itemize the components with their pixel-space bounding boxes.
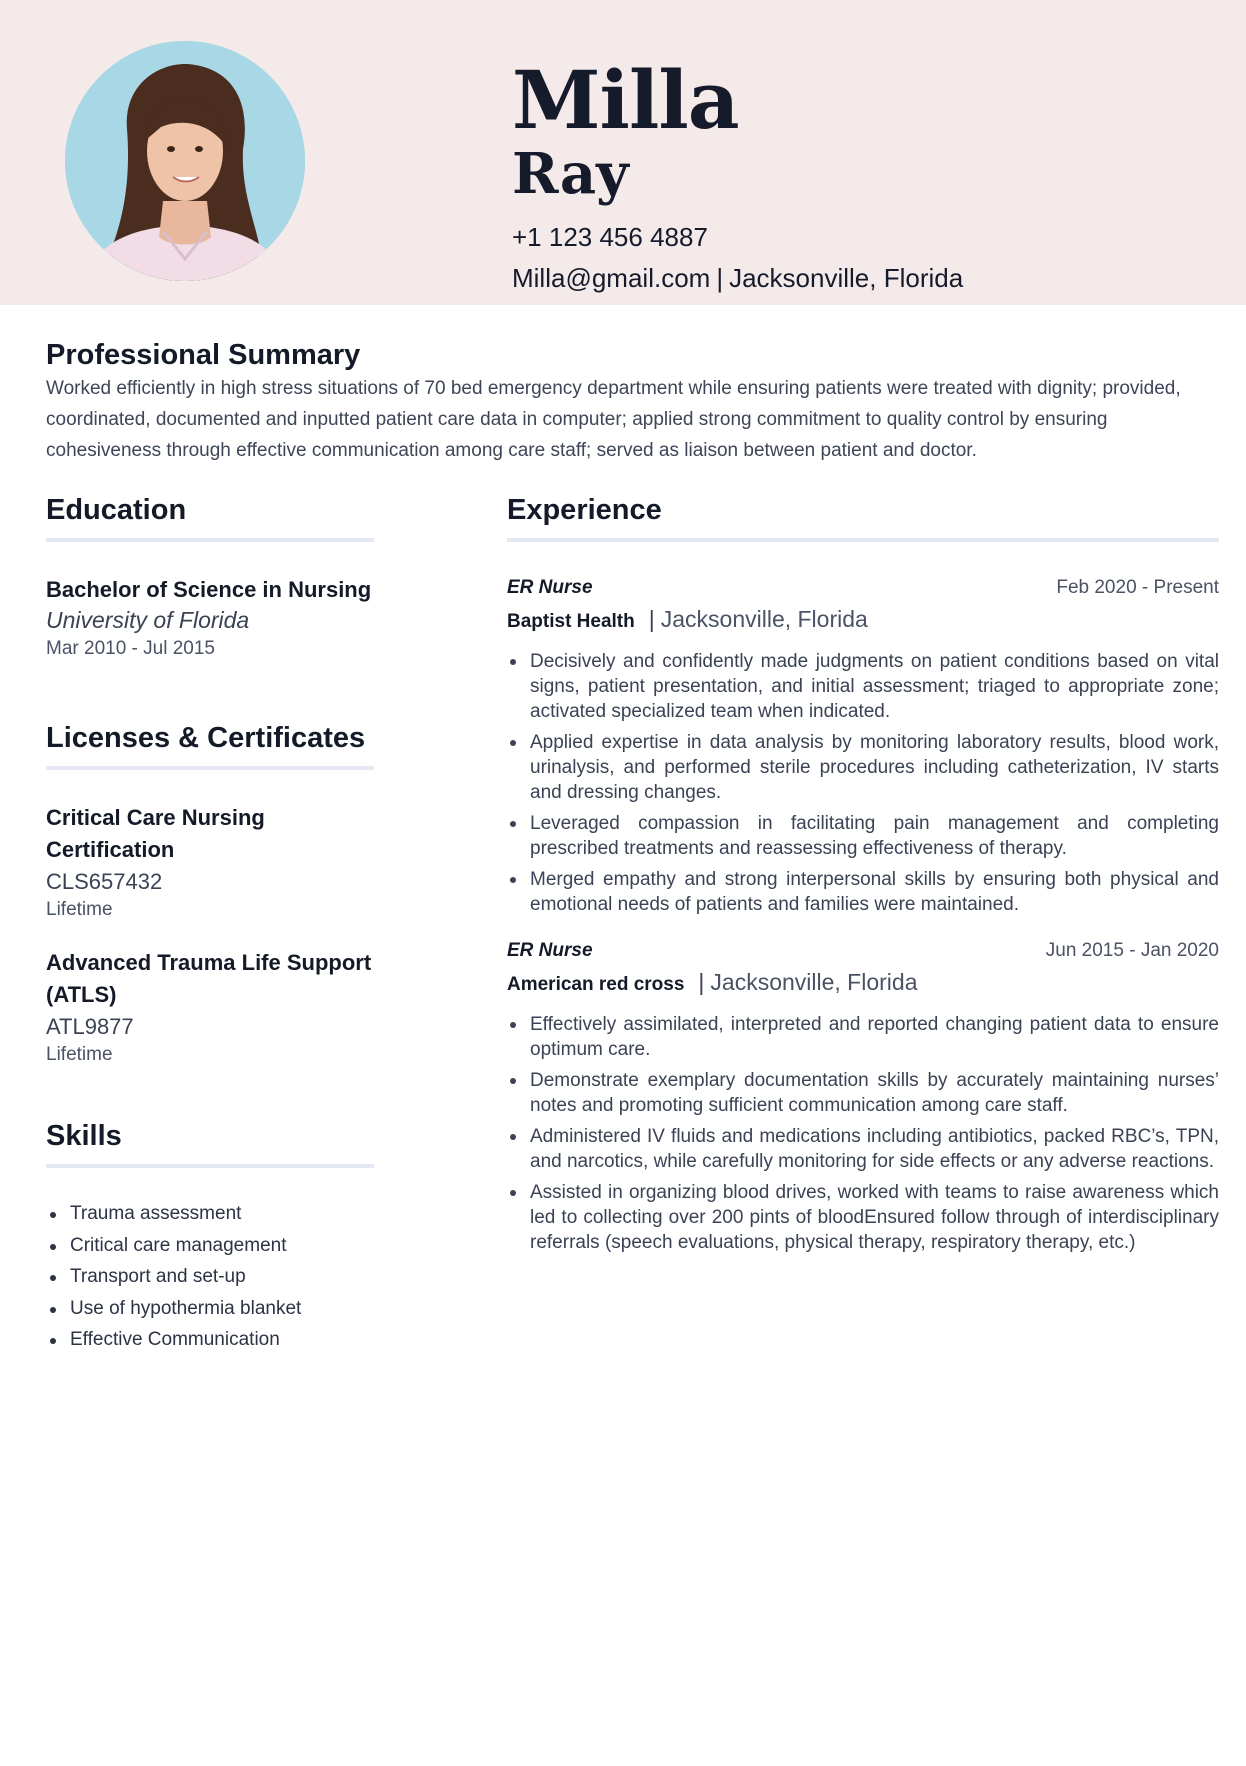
skills-title: Skills [46,1120,122,1152]
licenses-section [46,720,374,1068]
education-degree: Bachelor of Science in Nursing [46,577,372,602]
first-name: Milla [512,53,739,147]
license-item [46,947,374,1068]
license-code: CLS657432 [46,869,163,894]
experience-title: Experience [507,494,662,526]
job-dates: Jun 2015 - Jan 2020 [1045,940,1219,961]
job-company: American red cross [507,974,685,995]
resume-header [0,0,1246,305]
org-separator: | [648,606,655,632]
job-bullet: Assisted in organizing blood drives, worked with teams to raise awareness which led to collecting over 200 pints of bloodEnsured follow through of interdisciplinary referrals (speech evaluations, physical therapy, respiratory therapy, etc.) [507,1180,1219,1255]
job-company: Baptist Health [507,611,635,632]
education-school: University of Florida [46,607,250,633]
contact-line [512,262,963,294]
profile-photo-illustration [65,41,305,281]
job-bullets [507,1012,1219,1255]
job-bullet: Administered IV fluids and medications including antibiotics, packed RBC’s, TPN, and narcotics, while carefully monitoring for side effects or any adverse reactions. [507,1124,1219,1174]
skills-section [46,1118,374,1356]
job-bullet: Merged empathy and strong interpersonal skills by ensuring both physical and emotional needs of patients and families were maintained. [507,867,1219,917]
section-divider [46,538,374,542]
license-name: Critical Care Nursing Certification [46,805,265,862]
summary-title: Professional Summary [46,339,361,371]
job-bullet: Demonstrate exemplary documentation skills by accurately maintaining nurses’ notes and promoting sufficient communication among care staff. [507,1068,1219,1118]
summary-text: Worked efficiently in high stress situations of 70 bed emergency department while ensuring patients were treated with dignity; provided, coordinated, documented and inputted patient care data in computer; applied strong commitment to quality control by ensuring cohesiveness through effective communication among care staff; served as liaison between patient and doctor. [46,378,1181,461]
skills-list [46,1198,374,1356]
experience-section [507,492,1219,1261]
email-address: Milla@gmail.com [512,263,711,293]
job-title: ER Nurse [507,940,593,961]
license-name: Advanced Trauma Life Support (ATLS) [46,950,372,1007]
job-bullets [507,649,1219,917]
skill-item: Critical care management [46,1230,374,1262]
skill-item: Trauma assessment [46,1198,374,1230]
education-dates: Mar 2010 - Jul 2015 [46,638,215,659]
professional-summary-section [46,337,1220,466]
job-entry [507,938,1219,1255]
job-location: Jacksonville, Florida [660,606,868,632]
section-divider [46,1164,374,1168]
job-bullet: Leveraged compassion in facilitating pain management and completing prescribed treatments and reassessing effectiveness of therapy. [507,811,1219,861]
skill-item: Transport and set-up [46,1261,374,1293]
job-dates: Feb 2020 - Present [1056,577,1219,598]
license-term: Lifetime [46,899,113,920]
phone-number: +1 123 456 4887 [512,222,708,252]
license-item [46,802,374,923]
licenses-title: Licenses & Certificates [46,722,366,754]
license-term: Lifetime [46,1044,113,1065]
license-code: ATL9877 [46,1014,134,1039]
job-bullet: Applied expertise in data analysis by monitoring laboratory results, blood work, urinalysis, and performed sterile procedures including catheterization, IV starts and dressing changes. [507,730,1219,805]
job-title: ER Nurse [507,577,593,598]
job-bullet: Effectively assimilated, interpreted and reported changing patient data to ensure optimum care. [507,1012,1219,1062]
skill-item: Effective Communication [46,1324,374,1356]
last-name: Ray [512,141,629,207]
header-location: Jacksonville, Florida [729,263,964,293]
left-column [46,492,374,1356]
org-separator: | [698,969,705,995]
section-divider [46,766,374,770]
education-title: Education [46,494,187,526]
job-bullet: Decisively and confidently made judgments on patient conditions based on vital signs, patient presentation, and initial assessment; triaged to appropriate zone; activated specialized team when indicated. [507,649,1219,724]
education-section [46,492,374,662]
section-divider [507,538,1219,542]
skill-item: Use of hypothermia blanket [46,1293,374,1325]
profile-photo [65,41,305,281]
job-entry [507,575,1219,917]
job-location: Jacksonville, Florida [710,969,918,995]
contact-separator: | [716,263,724,293]
